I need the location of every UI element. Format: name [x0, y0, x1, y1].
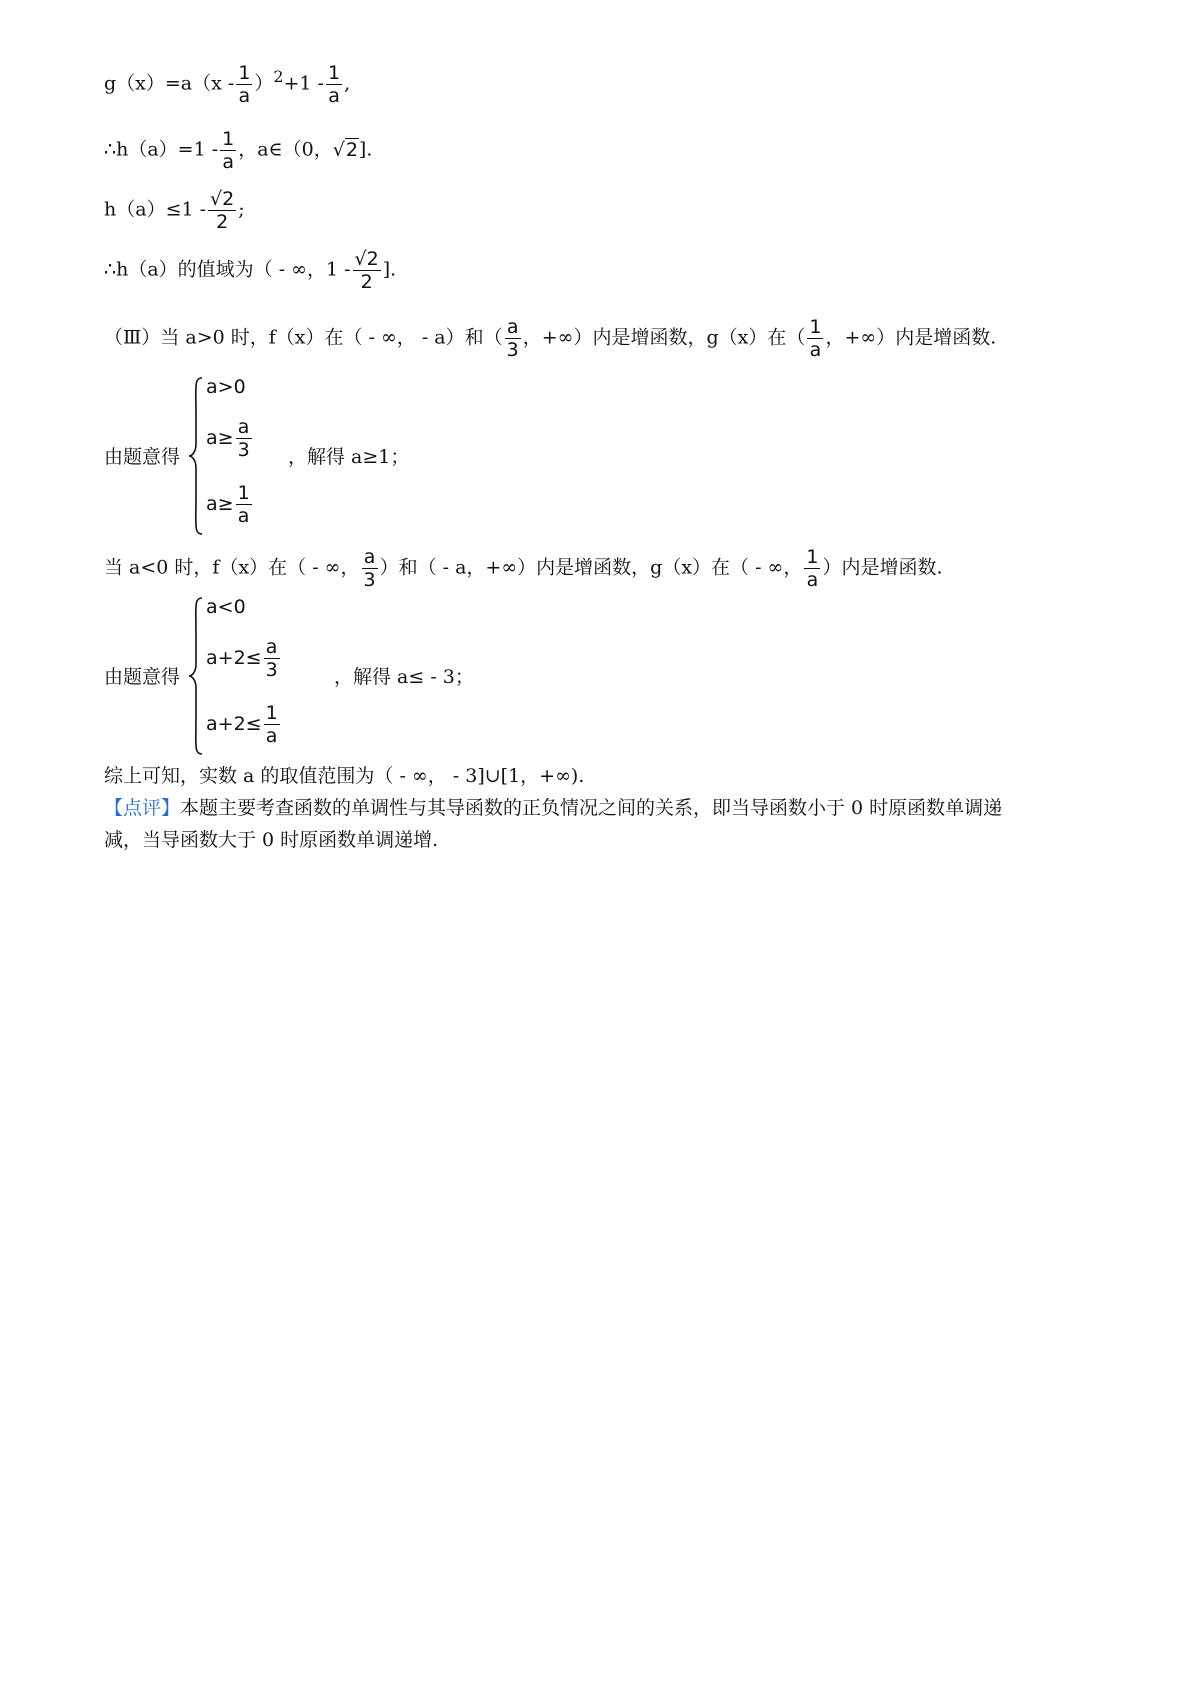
- text: g（x）=a（x -: [104, 72, 235, 95]
- fraction: $\frac{a}{3}$: [237, 416, 250, 461]
- document-page: g（x）=a（x - $\frac{1}{a}$ ）$^2$+1 - $\frac{1}{a}$ , ∴h（a）=1 - $\frac{1}{a}$ ，a∈（0，√2]. h（a）≤1 - $\frac{√2}{2}$ ; ∴h（a）的值域为（ - ∞，1 - $\frac{√2}{2}$ ]. （Ⅲ）当 a>0 时，f（x）在（ - ∞， - a）和（ $\frac{a}{3}$ ，+∞）内是增函数，g（x）在（ $\frac{1}{a}$ ，+∞）内是增函数. 由题意得 a>0 a≥ $\frac{a}{3}$ a≥ $\frac{1}{a}$ ，解得 a≥1； 当 a<0 时，f（x）在（ - ∞， $\frac{a}{3}$ ）和（ - a，+∞）内是增函数，g（x）在（ - ∞， $\frac{1}{a}$ ）内是增函数. 由题意得 a<0 a+2≤ $\frac{a}{3}$ a+2≤ $\frac{1}{a}$ ，解得 a≤ - 3； 综上可知，实数 a 的取值范围为（ - ∞， - 3]∪[1，+∞). 【点评】本题主要考查函数的单调性与其导函数的正负情况之间的关系，即当导函数小于 0 时原函数单调递 减，当导函数大于 0 时原函数单调递增.: [104, 62, 1003, 851]
- equation-g-line: g（x）=a（x - $\frac{1}{a}$ ）$^2$+1 - $\frac{1}{a}$ ,: [104, 62, 351, 107]
- comment-line-1: 【点评】本题主要考查函数的单调性与其导函数的正负情况之间的关系，即当导函数小于 0 时原函数单调递: [104, 797, 1003, 819]
- comment-tag: 【点评】: [104, 797, 181, 819]
- comment-line-2: 减，当导函数大于 0 时原函数单调递增.: [104, 829, 439, 851]
- fraction: $\frac{√2}{2}$: [210, 188, 235, 233]
- fraction: $\frac{1}{a}$: [237, 482, 250, 527]
- left-brace-icon: [188, 596, 204, 756]
- fraction: $\frac{1}{a}$: [222, 128, 235, 173]
- left-brace-icon: [188, 376, 204, 536]
- fraction: $\frac{√2}{2}$: [354, 248, 379, 293]
- equation-h-line: ∴h（a）=1 - $\frac{1}{a}$ ，a∈（0，√2].: [104, 128, 373, 173]
- fraction: $\frac{1}{a}$: [327, 62, 341, 107]
- fraction: $\frac{a}{3}$: [363, 546, 376, 591]
- range-line: ∴h（a）的值域为（ - ∞，1 - $\frac{√2}{2}$ ].: [104, 248, 397, 293]
- sqrt: √2: [332, 138, 358, 161]
- fraction: $\frac{a}{3}$: [506, 316, 519, 361]
- conclusion-line: 综上可知，实数 a 的取值范围为（ - ∞， - 3]∪[1，+∞).: [104, 765, 585, 787]
- fraction: $\frac{1}{a}$: [809, 316, 822, 361]
- fraction: $\frac{1}{a}$: [806, 546, 819, 591]
- negative-a-line: 当 a<0 时，f（x）在（ - ∞， $\frac{a}{3}$ ）和（ - a，+∞）内是增函数，g（x）在（ - ∞， $\frac{1}{a}$ ）内是增函数.: [104, 546, 943, 591]
- fraction: $\frac{a}{3}$: [265, 636, 278, 681]
- inequality-line: h（a）≤1 - $\frac{√2}{2}$ ;: [104, 188, 245, 233]
- part-three-line: （Ⅲ）当 a>0 时，f（x）在（ - ∞， - a）和（ $\frac{a}{3}$ ，+∞）内是增函数，g（x）在（ $\frac{1}{a}$ ，+∞）内是增函数.: [104, 316, 997, 361]
- fraction: $\frac{1}{a}$: [265, 702, 278, 747]
- fraction: $\frac{1}{a}$: [238, 62, 251, 107]
